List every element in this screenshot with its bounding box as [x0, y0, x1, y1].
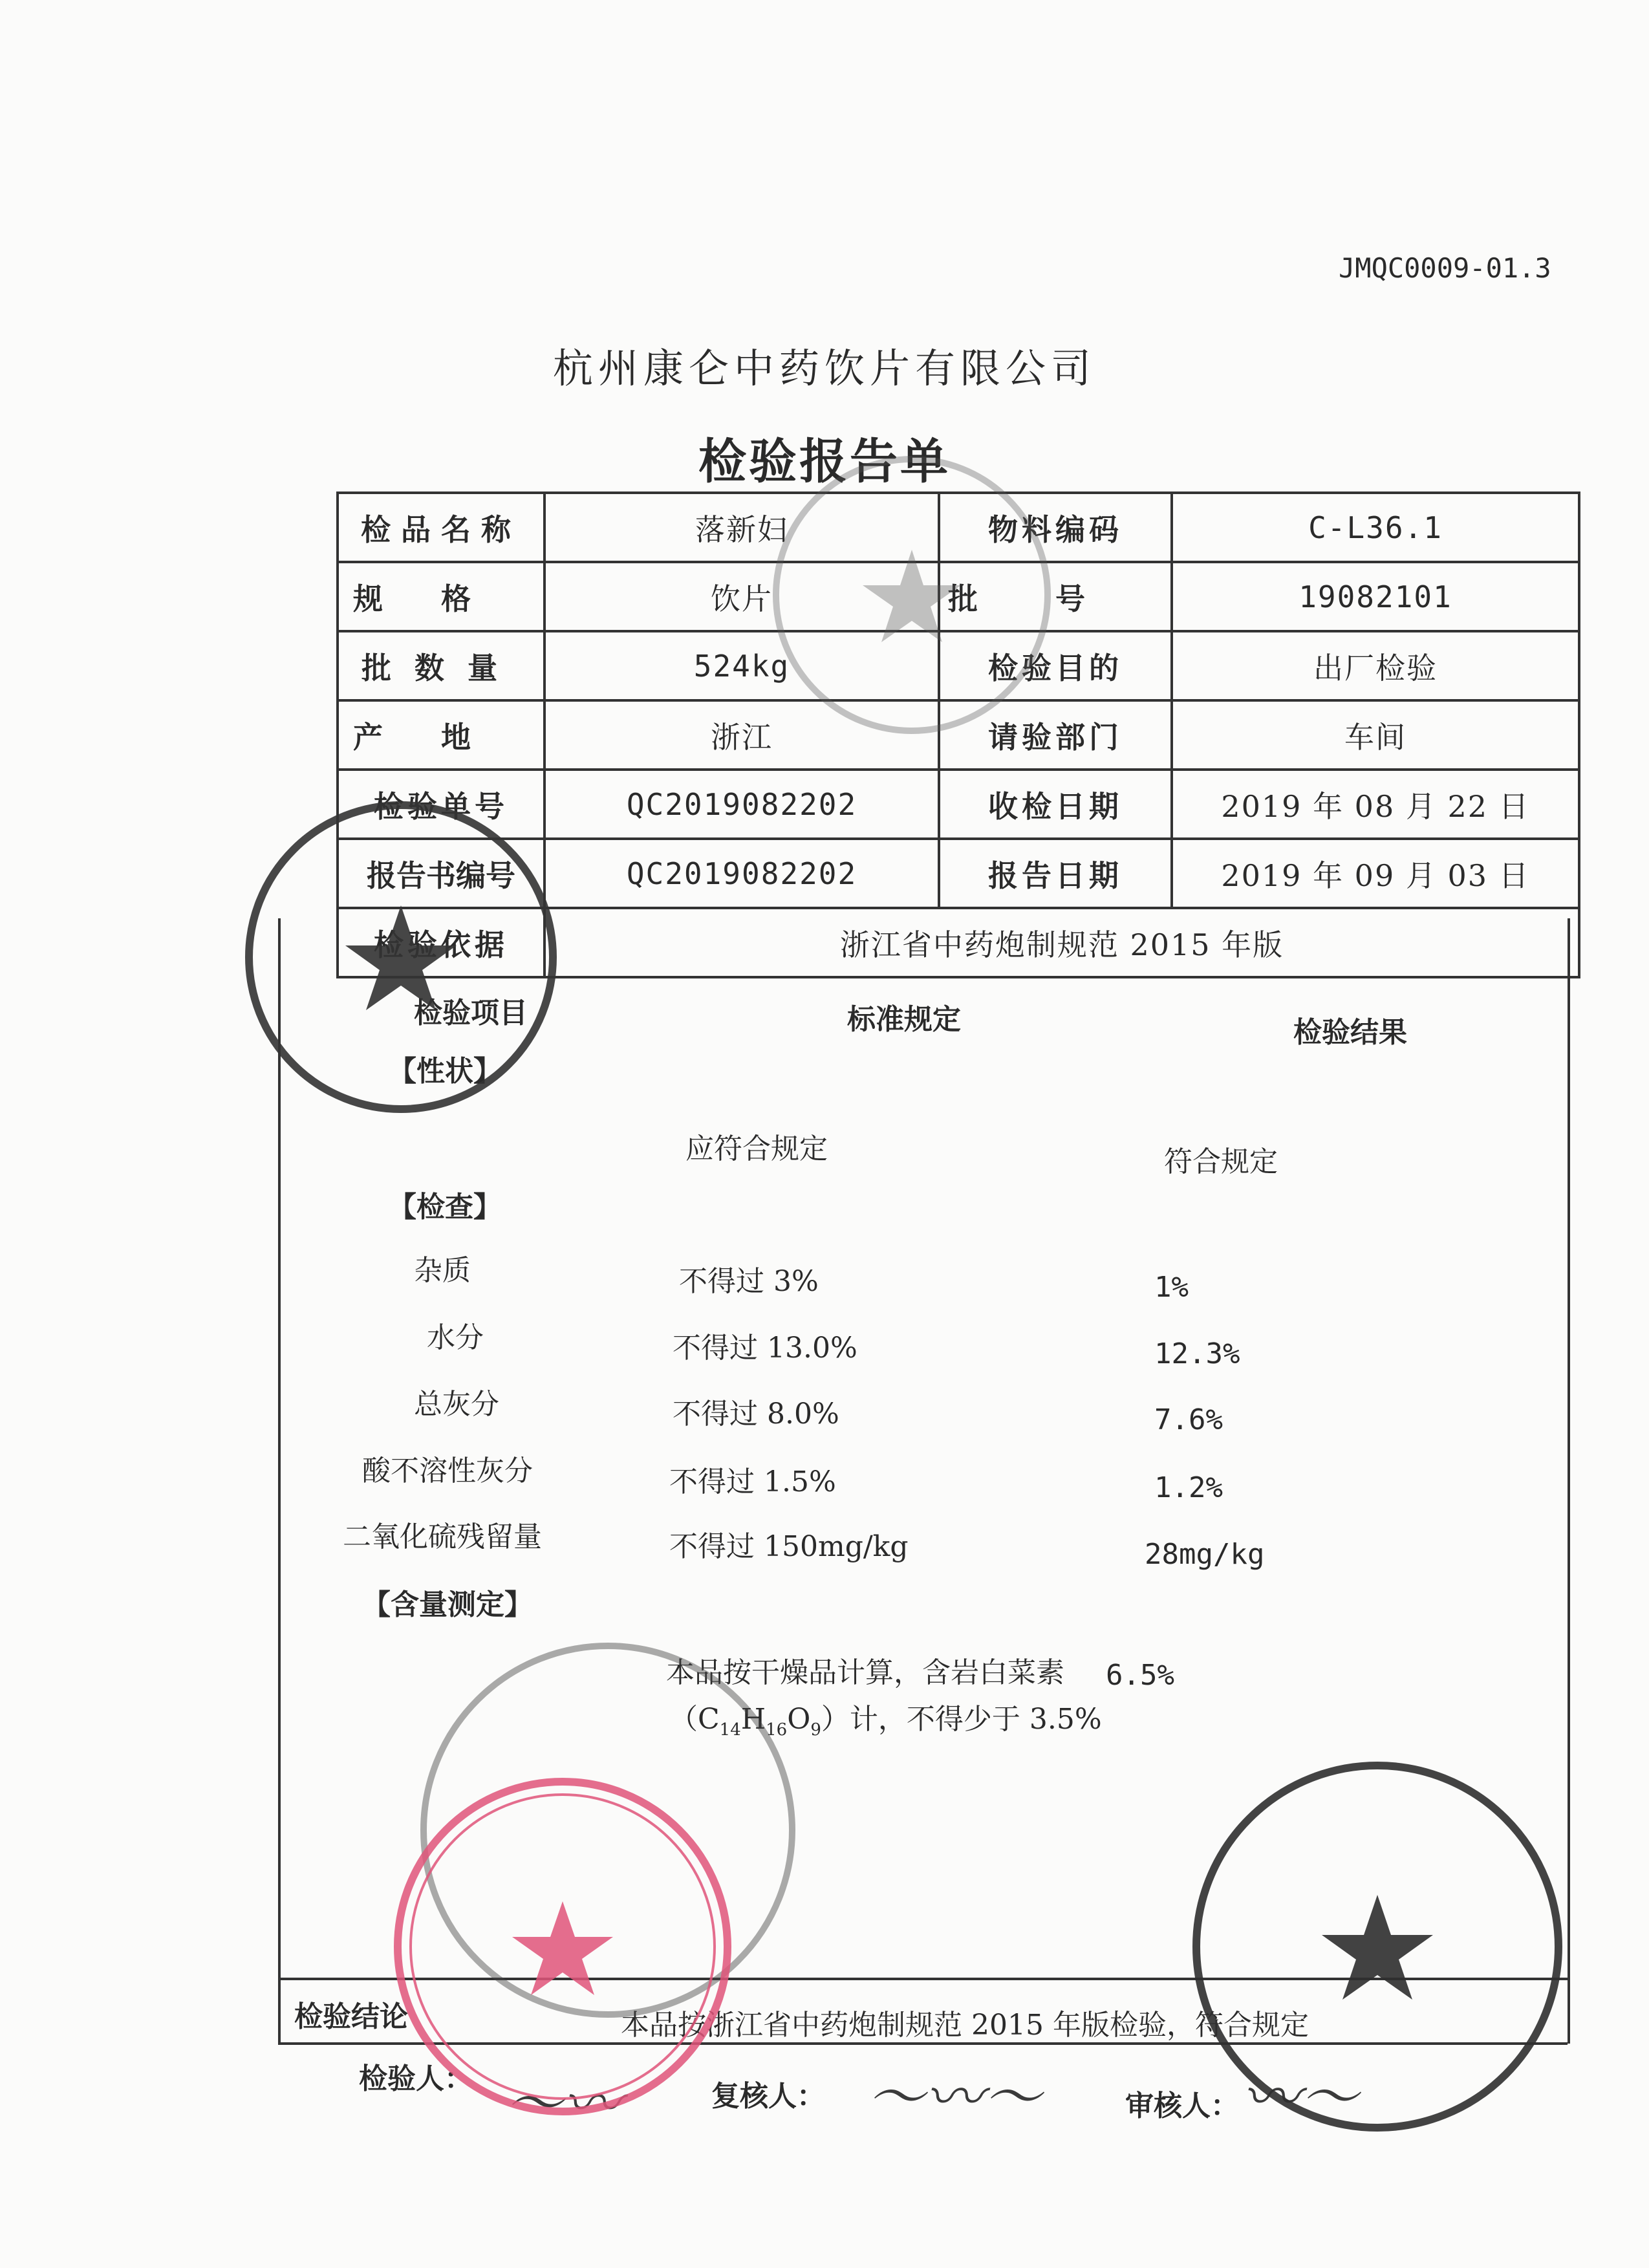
character-standard: 应符合规定 [685, 1132, 828, 1165]
dept-label: 请验部门 [939, 700, 1172, 770]
company-name: 杭州康仑中药饮片有限公司 [552, 345, 1096, 392]
section-assay: 【含量测定】 [362, 1588, 533, 1621]
batch-no-label: 批号 [939, 562, 1172, 631]
assay-formula-part: H [740, 1703, 766, 1736]
reviewer-signature: 〜〰〜 [867, 2064, 1041, 2132]
check-item: 酸不溶性灰分 [362, 1454, 533, 1487]
reviewer-label: 复核人： [711, 2080, 825, 2113]
col-item-header: 检验项目 [414, 997, 528, 1030]
stamp-inspection-seal [1196, 1766, 1558, 2128]
material-code-value: C-L36.1 [1172, 493, 1579, 562]
check-standard: 不得过 1.5% [669, 1465, 836, 1498]
assay-result: 6.5% [1106, 1659, 1174, 1692]
report-date-value: 2019 年 09 月 03 日 [1172, 839, 1579, 908]
assay-formula-part: （C [669, 1703, 720, 1736]
check-standard: 不得过 3% [679, 1265, 819, 1298]
check-result: 1.2% [1154, 1471, 1223, 1504]
check-result: 12.3% [1154, 1337, 1240, 1370]
dept-value: 车间 [1172, 700, 1579, 770]
receive-date-value: 2019 年 08 月 22 日 [1172, 770, 1579, 839]
assay-formula-subscript: 16 [766, 1720, 788, 1740]
stamp-quality-seal-faint [424, 1646, 792, 2014]
check-standard: 不得过 13.0% [673, 1332, 857, 1365]
check-result: 7.6% [1154, 1403, 1223, 1436]
product-name-value: 落新妇 [544, 493, 939, 562]
report-date-label: 报告日期 [939, 839, 1172, 908]
approver-signature: 〰〜 [1242, 2064, 1358, 2132]
check-item: 二氧化硫残留量 [343, 1520, 542, 1553]
check-standard: 不得过 150mg/kg [669, 1530, 909, 1563]
document-code: JMQC0009-01.3 [1339, 252, 1551, 284]
basis-value: 浙江省中药炮制规范 2015 年版 [544, 908, 1579, 977]
purpose-label: 检验目的 [939, 631, 1172, 700]
check-result: 28mg/kg [1145, 1538, 1265, 1571]
report-no-label: 报告书编号 [338, 839, 544, 908]
assay-formula-part: O [787, 1703, 811, 1736]
batch-no-value: 19082101 [1172, 562, 1579, 631]
inspector-signature: 〜〰 [504, 2070, 621, 2138]
col-standard-header: 标准规定 [847, 1003, 961, 1036]
purpose-value: 出厂检验 [1172, 631, 1579, 700]
check-item: 水分 [427, 1321, 484, 1354]
check-result: 1% [1154, 1271, 1189, 1304]
character-result: 符合规定 [1164, 1145, 1278, 1178]
stamp-quality-dept [249, 805, 553, 1109]
approver-label: 审核人： [1125, 2090, 1239, 2122]
check-item: 总灰分 [414, 1388, 499, 1421]
report-no-value: QC2019082202 [544, 839, 939, 908]
spec-label: 规格 [338, 562, 544, 631]
assay-formula-part: ）计，不得少于 3.5% [821, 1703, 1102, 1736]
check-item: 杂质 [414, 1254, 471, 1287]
conclusion-label: 检验结论 [294, 2000, 408, 2033]
assay-formula-subscript: 14 [719, 1720, 741, 1740]
stamp-quality-dept-faint [776, 459, 1048, 731]
spec-value: 饮片 [544, 562, 939, 631]
check-standard: 不得过 8.0% [673, 1398, 839, 1431]
test-no-value: QC2019082202 [544, 770, 939, 839]
origin-value: 浙江 [544, 700, 939, 770]
assay-formula-subscript: 9 [810, 1720, 821, 1740]
origin-label: 产地 [338, 700, 544, 770]
product-name-label: 检品名称 [338, 493, 544, 562]
batch-qty-value: 524kg [544, 631, 939, 700]
batch-qty-label: 批数量 [338, 631, 544, 700]
conclusion-text: 本品按浙江省中药炮制规范 2015 年版检验，符合规定 [621, 2009, 1309, 2042]
receive-date-label: 收检日期 [939, 770, 1172, 839]
stamp-red-quality-seal [398, 1782, 727, 2111]
basis-label: 检验依据 [338, 908, 544, 977]
section-character: 【性状】 [388, 1055, 502, 1088]
material-code-label: 物料编码 [939, 493, 1172, 562]
report-title: 检验报告单 [698, 434, 951, 490]
test-no-label: 检验单号 [338, 770, 544, 839]
col-result-header: 检验结果 [1293, 1016, 1407, 1049]
assay-standard-line1: 本品按干燥品计算，含岩白菜素 [666, 1656, 1064, 1689]
inspector-label: 检验人： [359, 2062, 473, 2095]
section-check: 【检查】 [388, 1191, 502, 1224]
